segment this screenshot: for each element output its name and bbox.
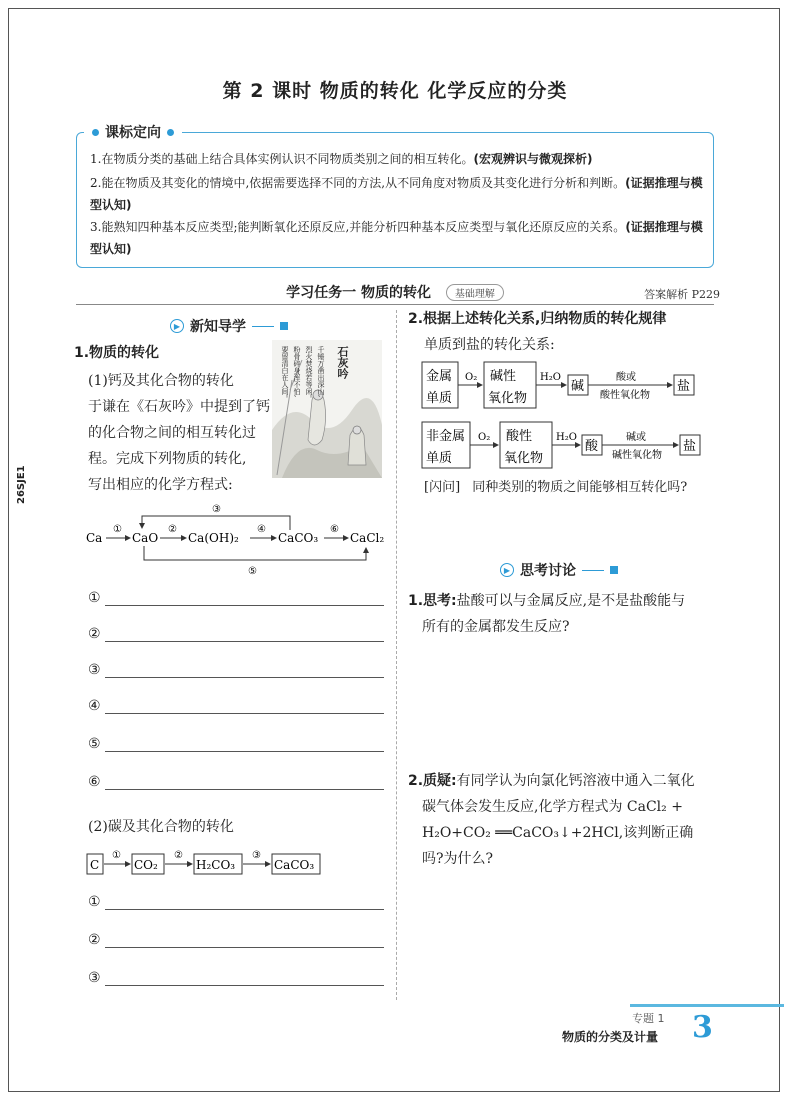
objective-text: 1.在物质分类的基础上结合具体实例认识不同物质类别之间的相互转化。 bbox=[90, 152, 474, 166]
salt-node: 盐 bbox=[677, 379, 691, 394]
para-line: 的化合物之间的相互转化过 bbox=[88, 425, 256, 441]
step-label: ④ bbox=[257, 524, 266, 535]
blank-number: ① bbox=[88, 894, 101, 910]
reagent-label: 酸或 bbox=[616, 372, 636, 383]
section-tag-label: 思考讨论 bbox=[520, 563, 576, 579]
reagent-label: 酸性氧化物 bbox=[600, 390, 650, 401]
answer-line[interactable] bbox=[105, 775, 384, 790]
square-icon bbox=[280, 322, 288, 330]
intro-paragraph bbox=[88, 394, 278, 498]
flash-text: 同种类别的物质之间能够相互转化吗? bbox=[472, 480, 688, 495]
nonmetal-oxide-label: 酸性 bbox=[506, 429, 533, 444]
subheading-calcium: (1)钙及其化合物的转化 bbox=[88, 373, 234, 389]
objective-item-3 bbox=[90, 216, 708, 260]
answer-line[interactable] bbox=[105, 933, 384, 948]
answer-line[interactable] bbox=[105, 895, 384, 910]
objectives-heading bbox=[84, 122, 182, 142]
chain-node-c: C bbox=[90, 858, 100, 872]
question-text: 所有的金属都发生反应? bbox=[422, 619, 570, 635]
answer-blank[interactable] bbox=[88, 698, 384, 714]
answer-line[interactable] bbox=[105, 737, 384, 752]
reagent-label: 碱或 bbox=[626, 432, 646, 443]
objective-item-1 bbox=[90, 148, 708, 170]
page-title: 第 2 课时 物质的转化 化学反应的分类 bbox=[222, 80, 568, 102]
answer-line[interactable] bbox=[105, 591, 384, 606]
section-tag-discuss bbox=[500, 560, 618, 580]
question-text: 有同学认为向氯化钙溶液中通入二氧化 bbox=[456, 773, 695, 789]
chain-node-cacl2: CaCl₂ bbox=[350, 531, 385, 545]
objectives-heading-label: 课标定向 bbox=[105, 125, 161, 141]
blank-number: ② bbox=[88, 932, 101, 948]
subheading-carbon: (2)碳及其化合物的转化 bbox=[88, 819, 234, 835]
base-node: 碱 bbox=[571, 379, 585, 394]
metal-nonmetal-diagram bbox=[420, 358, 710, 474]
answer-line[interactable] bbox=[105, 699, 384, 714]
poem-line: 要留清白在人间。 bbox=[281, 346, 289, 402]
section-tag-new bbox=[170, 316, 288, 336]
objective-tag: (宏观辨识与微观探析) bbox=[473, 152, 593, 166]
question-text: 盐酸可以与金属反应,是不是盐酸能与 bbox=[456, 593, 686, 609]
heading-conversion: 1.物质的转化 bbox=[74, 345, 160, 361]
blank-number: ③ bbox=[88, 970, 101, 986]
acid-node: 酸 bbox=[585, 439, 599, 454]
answer-blank[interactable] bbox=[88, 774, 384, 790]
blank-number: ④ bbox=[88, 698, 101, 714]
task-divider bbox=[76, 304, 714, 305]
blank-number: ① bbox=[88, 590, 101, 606]
answer-blank[interactable] bbox=[88, 894, 384, 910]
dot-icon bbox=[167, 129, 174, 136]
divider bbox=[252, 326, 274, 327]
reagent-label: O₂ bbox=[478, 432, 491, 443]
play-icon: ▶ bbox=[500, 563, 514, 577]
play-icon: ▶ bbox=[170, 319, 184, 333]
answer-blank[interactable] bbox=[88, 590, 384, 606]
column-divider bbox=[396, 310, 397, 1000]
flash-label: [闪问] bbox=[424, 480, 461, 495]
step-label: ② bbox=[174, 850, 183, 861]
question-text: 吗?为什么? bbox=[422, 851, 494, 867]
step-label: ② bbox=[168, 524, 177, 535]
para-line: 于谦在《石灰吟》中提到了钙 bbox=[88, 399, 270, 415]
question-label: 2.质疑: bbox=[408, 773, 457, 789]
answer-ref: 答案解析 P229 bbox=[644, 288, 720, 301]
para-line: 写出相应的化学方程式: bbox=[88, 477, 233, 493]
dot-icon bbox=[92, 129, 99, 136]
metal-oxide-label: 碱性 bbox=[490, 369, 517, 384]
step-label: ③ bbox=[252, 850, 261, 861]
blank-number: ③ bbox=[88, 662, 101, 678]
nonmetal-oxide-label: 氧化物 bbox=[504, 451, 544, 466]
answer-blank[interactable] bbox=[88, 932, 384, 948]
reagent-label: H₂O bbox=[556, 432, 577, 443]
step-label: ⑥ bbox=[330, 524, 339, 535]
chain-node-cao: CaO bbox=[132, 531, 159, 545]
chain-node-co2: CO₂ bbox=[134, 858, 158, 872]
answer-line[interactable] bbox=[105, 627, 384, 642]
step-label: ⑤ bbox=[248, 566, 257, 576]
poem-line: 烈火焚烧若等闲。 bbox=[305, 346, 313, 402]
task-badge: 基础理解 bbox=[446, 284, 504, 301]
question-text: H₂O+CO₂ ══CaCO₃↓+2HCl,该判断正确 bbox=[422, 825, 694, 841]
footer-name: 物质的分类及计量 bbox=[562, 1030, 659, 1044]
chain-node-caco3: CaCO₃ bbox=[278, 531, 319, 545]
task-title-text: 学习任务一 物质的转化 bbox=[286, 285, 431, 301]
step-label: ① bbox=[112, 850, 121, 861]
poem-line: 粉骨碎身浑不怕, bbox=[293, 346, 301, 398]
poem-title: 石灰吟 bbox=[336, 346, 349, 379]
question-1 bbox=[408, 588, 718, 640]
footer-bar bbox=[630, 1004, 784, 1007]
objective-text: 2.能在物质及其变化的情境中,依据需要选择不同的方法,从不同角度对物质及其变化进行分析和判断。 bbox=[90, 176, 626, 190]
objective-text: 3.能熟知四种基本反应类型;能判断氧化还原反应,并能分析四种基本反应类型与氧化还原反应的关系。 bbox=[90, 220, 626, 234]
question-label: 1.思考: bbox=[408, 593, 457, 609]
footer-topic: 专题 1 bbox=[632, 1012, 665, 1025]
answer-line[interactable] bbox=[105, 971, 384, 986]
blank-number: ⑥ bbox=[88, 774, 101, 790]
square-icon bbox=[610, 566, 618, 574]
metal-oxide-label: 氧化物 bbox=[488, 391, 528, 406]
carbon-chain-diagram bbox=[86, 846, 346, 876]
metal-node-label: 单质 bbox=[426, 391, 453, 406]
nonmetal-node-label: 单质 bbox=[426, 451, 453, 466]
intro-rules: 单质到盐的转化关系: bbox=[424, 337, 555, 353]
answer-line[interactable] bbox=[105, 663, 384, 678]
reagent-label: 碱性氧化物 bbox=[612, 450, 662, 461]
objective-item-2 bbox=[90, 172, 708, 216]
chain-node-h2co3: H₂CO₃ bbox=[196, 858, 236, 872]
question-2 bbox=[408, 768, 718, 872]
poem-lines bbox=[280, 346, 326, 402]
para-line: 程。完成下列物质的转化, bbox=[88, 451, 247, 467]
reagent-label: O₂ bbox=[465, 372, 478, 383]
question-text: 碳气体会发生反应,化学方程式为 CaCl₂ + bbox=[422, 799, 683, 815]
poem-line: 千锤万凿出深山, bbox=[317, 346, 325, 398]
page-number: 3 bbox=[692, 1010, 713, 1045]
step-label: ③ bbox=[212, 504, 221, 515]
flash-question bbox=[424, 478, 687, 498]
section-tag-label: 新知导学 bbox=[190, 319, 246, 335]
objective-tag: (证据推理与模型认知) bbox=[90, 220, 703, 256]
step-label: ① bbox=[113, 524, 122, 535]
chain-node-caco3: CaCO₃ bbox=[274, 858, 315, 872]
metal-node-label: 金属 bbox=[426, 369, 453, 384]
calcium-chain-diagram bbox=[84, 496, 394, 576]
heading-rules: 2.根据上述转化关系,归纳物质的转化规律 bbox=[408, 311, 667, 327]
answer-blank[interactable] bbox=[88, 626, 384, 642]
chain-node-ca: Ca bbox=[86, 531, 103, 545]
chain-node-caoh2: Ca(OH)₂ bbox=[188, 531, 239, 545]
side-code: 26SJE1 bbox=[16, 465, 27, 504]
nonmetal-node-label: 非金属 bbox=[426, 429, 466, 444]
answer-blank[interactable] bbox=[88, 970, 384, 986]
objective-tag: (证据推理与模型认知) bbox=[90, 176, 703, 212]
salt-node: 盐 bbox=[683, 439, 697, 454]
blank-number: ⑤ bbox=[88, 736, 101, 752]
answer-blank[interactable] bbox=[88, 736, 384, 752]
divider bbox=[582, 570, 604, 571]
reagent-label: H₂O bbox=[540, 372, 561, 383]
answer-blank[interactable] bbox=[88, 662, 384, 678]
blank-number: ② bbox=[88, 626, 101, 642]
